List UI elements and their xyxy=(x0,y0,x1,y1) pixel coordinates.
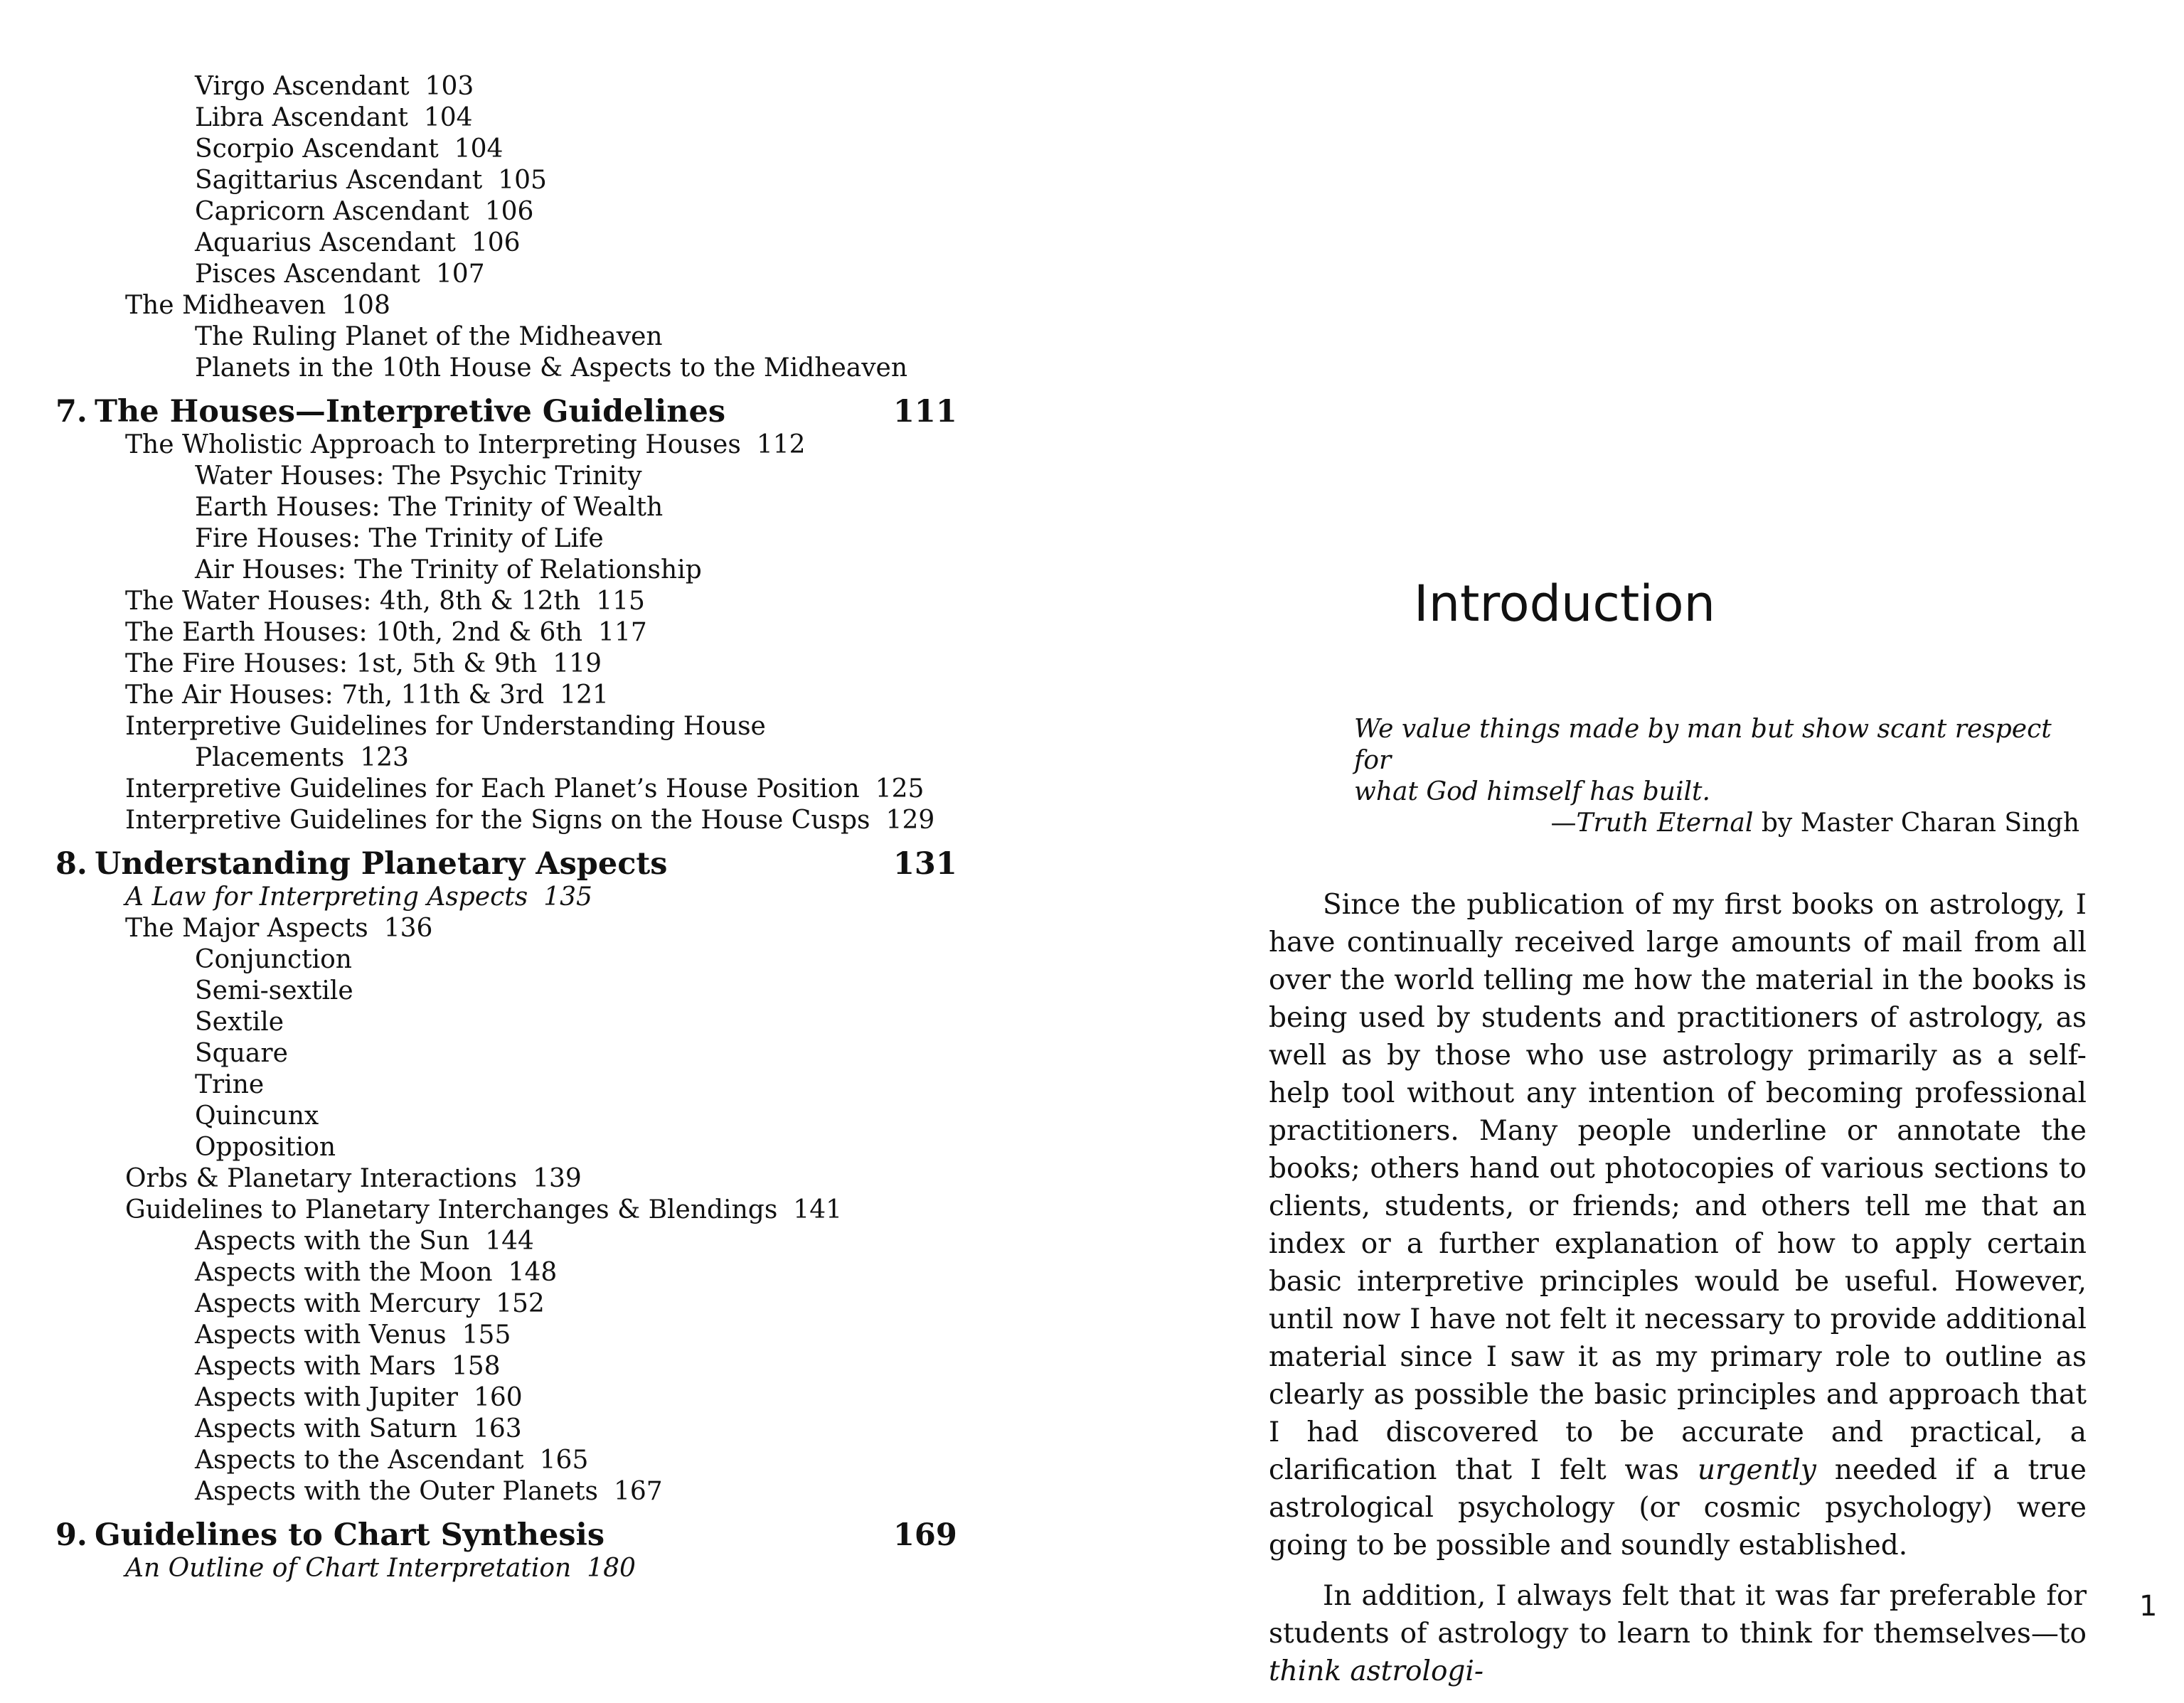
entry-page-number: 144 xyxy=(485,1227,534,1256)
toc-subsection-entry xyxy=(0,1226,1067,1257)
entry-page-number: 167 xyxy=(613,1477,663,1506)
chapter-page-number: 169 xyxy=(893,1517,957,1553)
toc-subsection-entry xyxy=(0,165,1067,196)
attribution-author: by Master Charan Singh xyxy=(1753,808,2079,838)
page-number: 1 xyxy=(2139,1590,2158,1623)
chapter-page-number: 131 xyxy=(893,846,957,882)
chapter-title: The Houses—Interpretive Guidelines xyxy=(95,394,726,429)
entry-page-number: 106 xyxy=(484,197,534,226)
entry-page-number: 104 xyxy=(423,103,473,132)
epigraph xyxy=(1354,714,2079,839)
paragraph-2-emphasis: think astrologi- xyxy=(1269,1655,1484,1687)
entry-title: An Outline of Chart Interpretation xyxy=(125,1554,572,1583)
toc-subsection-entry xyxy=(0,1257,1067,1288)
paragraph-1 xyxy=(1269,886,2087,1564)
entry-page-number: 165 xyxy=(539,1446,589,1475)
entry-page-number: 119 xyxy=(553,649,602,678)
entry-title: Aspects with Mercury xyxy=(195,1289,481,1318)
paragraph-1-emphasis: urgently xyxy=(1697,1454,1816,1486)
toc-section-entry xyxy=(0,429,1067,461)
entry-page-number: 112 xyxy=(756,430,806,459)
chapter-title: Introduction xyxy=(1414,575,1715,633)
toc-subsection-entry xyxy=(0,944,1067,976)
entry-page-number: 139 xyxy=(533,1164,582,1193)
entry-page-number: 106 xyxy=(471,228,521,257)
entry-title: Opposition xyxy=(195,1133,336,1162)
toc-subsection-entry xyxy=(0,1038,1067,1069)
entry-page-number: 107 xyxy=(435,260,485,289)
entry-title: The Water Houses: 4th, 8th & 12th xyxy=(125,587,581,616)
toc-subsection-entry xyxy=(0,1382,1067,1414)
entry-title: Planets in the 10th House & Aspects to the Midheaven xyxy=(195,353,908,383)
attribution-dash: — xyxy=(1550,808,1577,838)
entry-page-number: 141 xyxy=(793,1195,843,1224)
toc-subsection-entry xyxy=(0,102,1067,134)
entry-title: Sextile xyxy=(195,1008,284,1037)
toc-chapter-heading xyxy=(0,1517,1067,1553)
entry-title: Guidelines to Planetary Interchanges & Blendings xyxy=(125,1195,778,1224)
entry-title: Sagittarius Ascendant xyxy=(195,166,483,195)
toc-section-entry xyxy=(0,882,1067,913)
left-page-table-of-contents xyxy=(0,0,1067,1653)
entry-title: Interpretive Guidelines for Understanding House xyxy=(125,712,766,741)
toc-subsection-entry xyxy=(0,228,1067,259)
entry-title: Virgo Ascendant xyxy=(195,72,410,101)
entry-title: Water Houses: The Psychic Trinity xyxy=(195,461,642,491)
entry-page-number: 136 xyxy=(383,914,433,943)
entry-title: Earth Houses: The Trinity of Wealth xyxy=(195,493,664,522)
entry-title: The Air Houses: 7th, 11th & 3rd xyxy=(125,680,545,710)
entry-title: Aquarius Ascendant xyxy=(195,228,456,257)
toc-subsection-entry xyxy=(0,523,1067,555)
toc-section-entry xyxy=(0,680,1067,711)
entry-page-number: 180 xyxy=(587,1554,636,1583)
toc-subsection-entry xyxy=(0,1414,1067,1445)
paragraph-1-text-b: needed if a true astrological psychology (or cosmic psychology) were going to be possible and soundly established. xyxy=(1269,1454,2087,1561)
entry-title: Scorpio Ascendant xyxy=(195,134,439,164)
entry-title: Aspects with Mars xyxy=(195,1352,436,1381)
toc-subsection-entry xyxy=(0,1007,1067,1038)
entry-page-number: 155 xyxy=(462,1320,511,1350)
toc-section-entry xyxy=(0,805,1067,836)
paragraph-2 xyxy=(1269,1577,2087,1690)
epigraph-quote-line-2: what God himself has built. xyxy=(1354,777,1710,806)
toc-subsection-entry xyxy=(0,1132,1067,1163)
toc-subsection-entry xyxy=(0,71,1067,102)
entry-title: Aspects with Saturn xyxy=(195,1414,457,1443)
toc-section-entry xyxy=(0,290,1067,321)
entry-title: The Midheaven xyxy=(125,291,326,320)
entry-title: The Wholistic Approach to Interpreting Houses xyxy=(125,430,741,459)
entry-page-number: 129 xyxy=(885,806,935,835)
toc-subsection-entry xyxy=(0,555,1067,586)
entry-title: Capricorn Ascendant xyxy=(195,197,469,226)
attribution-work-title: Truth Eternal xyxy=(1576,808,1754,838)
entry-page-number: 104 xyxy=(454,134,504,164)
toc-subsection-entry xyxy=(0,259,1067,290)
toc-section-entry xyxy=(0,1553,1067,1584)
toc-subsection-entry xyxy=(0,1476,1067,1507)
table-of-contents xyxy=(0,71,1067,1584)
toc-subsection-entry xyxy=(0,321,1067,353)
chapter-number: 8. xyxy=(55,846,87,882)
epigraph-quote-line-1: We value things made by man but show scant respect for xyxy=(1354,715,2052,775)
toc-subsection-entry xyxy=(0,492,1067,523)
entry-page-number: 123 xyxy=(360,743,409,772)
entry-title: Interpretive Guidelines for the Signs on the House Cusps xyxy=(125,806,870,835)
entry-title: Orbs & Planetary Interactions xyxy=(125,1164,518,1193)
entry-page-number: 105 xyxy=(498,166,547,195)
entry-title: The Major Aspects xyxy=(125,914,368,943)
entry-title: Aspects with Jupiter xyxy=(195,1383,458,1412)
entry-page-number: 115 xyxy=(596,587,645,616)
toc-section-entry xyxy=(0,711,1067,742)
paragraph-2-text-a: In addition, I always felt that it was far preferable for students of astrology to learn to think for themselves—to xyxy=(1269,1580,2087,1650)
entry-title: Libra Ascendant xyxy=(195,103,408,132)
chapter-title: Understanding Planetary Aspects xyxy=(95,846,668,882)
entry-title: Trine xyxy=(195,1070,265,1099)
toc-subsection-entry xyxy=(0,742,1067,774)
entry-title: Aspects with the Outer Planets xyxy=(195,1477,598,1506)
toc-subsection-entry xyxy=(0,353,1067,384)
toc-section-entry xyxy=(0,1163,1067,1195)
entry-page-number: 108 xyxy=(341,291,390,320)
entry-page-number: 148 xyxy=(508,1258,558,1287)
chapter-number: 9. xyxy=(55,1517,87,1553)
toc-subsection-entry xyxy=(0,196,1067,228)
entry-title: A Law for Interpreting Aspects xyxy=(125,882,528,912)
toc-subsection-entry xyxy=(0,1288,1067,1320)
entry-title: Square xyxy=(195,1039,288,1068)
entry-page-number: 135 xyxy=(543,882,592,912)
entry-page-number: 125 xyxy=(875,774,925,804)
entry-title: Aspects to the Ascendant xyxy=(195,1446,524,1475)
toc-subsection-entry xyxy=(0,1351,1067,1382)
toc-section-entry xyxy=(0,1195,1067,1226)
chapter-title: Guidelines to Chart Synthesis xyxy=(95,1517,605,1553)
chapter-page-number: 111 xyxy=(893,394,957,429)
paragraph-1-text-a: Since the publication of my first books on astrology, I have continually received large amounts of mail from all over the world telling me how the material in the books is being used by students and practitioners of astrology, as well as by those who use astrology primarily as a self-help tool without any intention of becoming professional practitioners. Many people underline or annotate the books; others hand out photocopies of various sections to clients, students, or friends; and others tell me that an index or a further explanation of how to apply certain basic interpretive principles would be useful. However, until now I have not felt it necessary to provide additional material since I saw it as my primary role to outline as clearly as possible the basic principles and approach that I had discovered to be accurate and practical, a clarification that I felt was xyxy=(1269,889,2087,1486)
entry-page-number: 152 xyxy=(496,1289,545,1318)
toc-section-entry xyxy=(0,774,1067,805)
entry-title: Aspects with Venus xyxy=(195,1320,447,1350)
entry-page-number: 121 xyxy=(560,680,609,710)
entry-title: Fire Houses: The Trinity of Life xyxy=(195,524,604,553)
entry-page-number: 160 xyxy=(473,1383,523,1412)
toc-section-entry xyxy=(0,586,1067,617)
toc-chapter-heading xyxy=(0,846,1067,882)
entry-title: Quincunx xyxy=(195,1101,319,1131)
toc-section-entry xyxy=(0,913,1067,944)
entry-title: Air Houses: The Trinity of Relationship xyxy=(195,555,702,584)
toc-section-entry xyxy=(0,648,1067,680)
toc-subsection-entry xyxy=(0,1101,1067,1132)
entry-title: Aspects with the Moon xyxy=(195,1258,493,1287)
chapter-number: 7. xyxy=(55,394,87,429)
right-page-introduction xyxy=(1067,0,2184,1687)
toc-subsection-entry xyxy=(0,134,1067,165)
entry-title: Placements xyxy=(195,743,345,772)
toc-subsection-entry xyxy=(0,1320,1067,1351)
toc-chapter-heading xyxy=(0,394,1067,429)
entry-page-number: 163 xyxy=(472,1414,522,1443)
toc-section-entry xyxy=(0,617,1067,648)
toc-subsection-entry xyxy=(0,461,1067,492)
introduction-body xyxy=(1269,886,2087,1703)
toc-subsection-entry xyxy=(0,1445,1067,1476)
entry-title: Pisces Ascendant xyxy=(195,260,420,289)
epigraph-attribution xyxy=(1354,808,2079,839)
toc-subsection-entry xyxy=(0,1069,1067,1101)
entry-page-number: 117 xyxy=(598,618,647,647)
entry-page-number: 158 xyxy=(451,1352,501,1381)
entry-title: Interpretive Guidelines for Each Planet’s House Position xyxy=(125,774,860,804)
entry-title: The Earth Houses: 10th, 2nd & 6th xyxy=(125,618,583,647)
entry-title: Semi-sextile xyxy=(195,976,353,1005)
entry-title: Conjunction xyxy=(195,945,352,974)
entry-page-number: 103 xyxy=(425,72,474,101)
entry-title: The Ruling Planet of the Midheaven xyxy=(195,322,663,351)
entry-title: The Fire Houses: 1st, 5th & 9th xyxy=(125,649,538,678)
entry-title: Aspects with the Sun xyxy=(195,1227,470,1256)
toc-subsection-entry xyxy=(0,976,1067,1007)
